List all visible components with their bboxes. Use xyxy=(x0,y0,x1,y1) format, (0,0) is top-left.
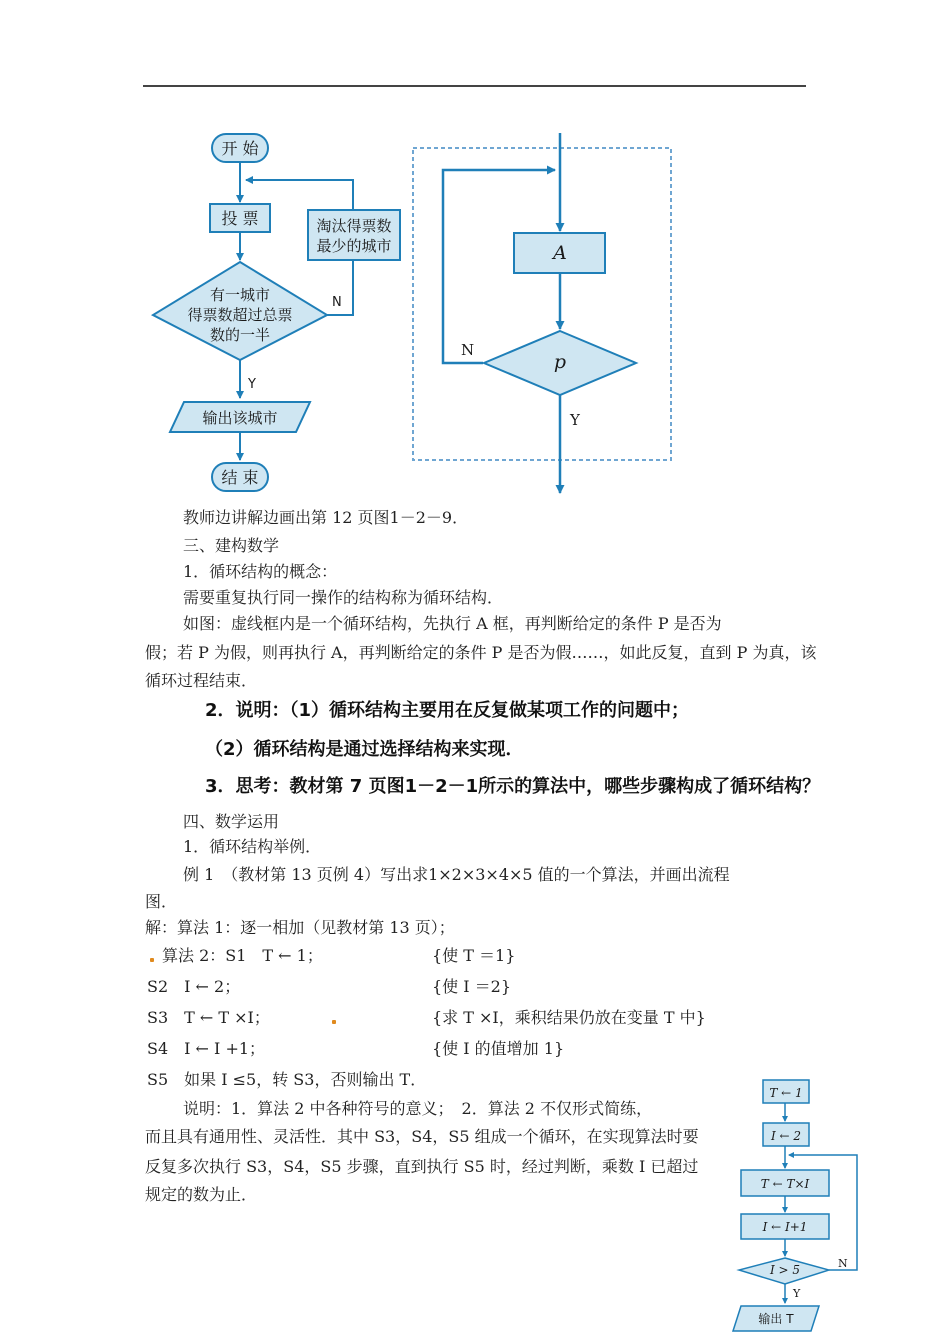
loop-no-label: N xyxy=(461,341,475,359)
small-box-i2-label: I ← 2 xyxy=(770,1129,802,1143)
loop-yes-label: Y xyxy=(570,411,580,429)
block-a-label: A xyxy=(553,242,567,264)
small-box-txi-label: T ← T×I xyxy=(760,1177,810,1191)
text-line-4: 需要重复执行同一操作的结构称为循环结构． xyxy=(183,588,504,607)
end-label: 结 束 xyxy=(221,468,259,487)
yes-label: Y xyxy=(248,377,256,392)
step-s5: S5 如果 I ≤5，转 S3，否则输出 T． xyxy=(147,1070,427,1089)
example-line-1: 例 1 （教材第 13 页例 4）写出求1×2×3×4×5 值的一个算法，并画出流程 xyxy=(183,865,730,884)
no-label: N xyxy=(332,295,342,310)
note-line-2: 而且具有通用性、灵活性．其中 S3，S4，S5 组成一个循环，在实现算法时要 xyxy=(145,1127,699,1146)
step-s3-note: {求 T ×I，乘积结果仍放在变量 T 中} xyxy=(432,1008,706,1027)
example-line-2: 图． xyxy=(145,892,178,911)
step-s4: S4 I ← I +1； xyxy=(147,1039,266,1058)
step-s2-note: {使 I ＝2} xyxy=(432,977,512,996)
small-box-t1-label: T ← 1 xyxy=(769,1086,803,1100)
step-s1: 算法 2：S1 T ← 1； xyxy=(162,946,323,965)
text-line-6: 假；若 P 为假，则再执行 A，再判断给定的条件 P 是否为假……，如此反复，直到 P 为真，该 xyxy=(145,643,817,662)
start-label: 开 始 xyxy=(221,139,259,158)
note-line-4: 规定的数为止． xyxy=(145,1185,258,1204)
decision-label-3: 数的一半 xyxy=(209,326,271,344)
small-output-label: 输出 T xyxy=(758,1312,794,1326)
left-flowchart xyxy=(140,120,410,500)
text-line-3: 1．循环结构的概念： xyxy=(183,562,338,581)
section-heading-3: 三、建构数学 xyxy=(183,536,280,555)
small-no-label: N xyxy=(838,1257,848,1270)
decision-label-1: 有一城市 xyxy=(209,286,271,304)
text-line-7: 循环过程结束． xyxy=(145,671,258,690)
small-flowchart xyxy=(725,1075,865,1340)
loop-diagram xyxy=(405,133,685,498)
note-line-3: 反复多次执行 S3，S4，S5 步骤，直到执行 S5 时，经过判断，乘数 I 已超过 xyxy=(145,1157,699,1176)
section-heading-4: 四、数学运用 xyxy=(183,812,280,831)
solution-line: 解：算法 1：逐一相加（见教材第 13 页）； xyxy=(145,918,455,937)
eliminate-label-1: 淘汰得票数 xyxy=(316,217,392,235)
step-s1-note: {使 T ＝1} xyxy=(432,946,516,965)
orange-dot-2 xyxy=(332,1020,336,1024)
step-s2: S2 I ← 2； xyxy=(147,977,241,996)
orange-dot-1 xyxy=(150,958,154,962)
text-line-9: 1．循环结构举例． xyxy=(183,837,322,856)
decision-label-2: 得票数超过总票 xyxy=(187,306,293,324)
small-decision-label: I > 5 xyxy=(769,1263,801,1277)
vote-label: 投 票 xyxy=(221,209,259,228)
small-box-iplus-label: I ← I+1 xyxy=(762,1220,808,1234)
header-rule xyxy=(143,85,806,87)
small-yes-label: Y xyxy=(793,1287,801,1300)
step-s4-note: {使 I 的值增加 1} xyxy=(432,1039,565,1058)
bold-line-2: （2）循环结构是通过选择结构来实现． xyxy=(205,739,524,760)
text-line-1: 教师边讲解边画出第 12 页图1－2－9． xyxy=(183,508,469,527)
bold-line-3: 3．思考：教材第 7 页图1－2－1所示的算法中，哪些步骤构成了循环结构？ xyxy=(205,776,821,797)
step-s3: S3 T ← T ×I； xyxy=(147,1008,270,1027)
decision-p-label: p xyxy=(553,351,567,373)
text-line-5: 如图：虚线框内是一个循环结构，先执行 A 框，再判断给定的条件 P 是否为 xyxy=(183,614,722,633)
eliminate-label-2: 最少的城市 xyxy=(316,237,392,255)
bold-line-1: 2．说明：（1）循环结构主要用在反复做某项工作的问题中； xyxy=(205,700,690,721)
note-line-1: 说明：1．算法 2 中各种符号的意义； 2．算法 2 不仅形式简练， xyxy=(183,1099,653,1118)
dashed-frame xyxy=(413,148,671,460)
output-label: 输出该城市 xyxy=(202,409,278,427)
